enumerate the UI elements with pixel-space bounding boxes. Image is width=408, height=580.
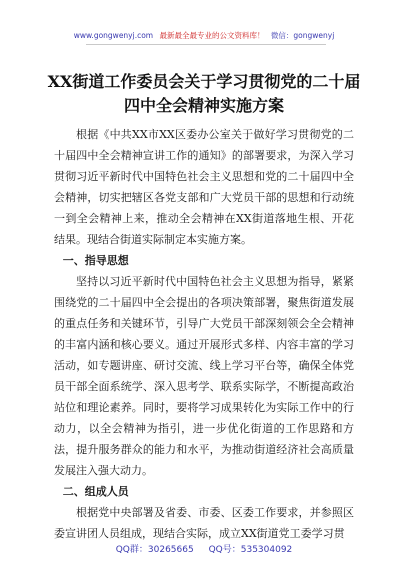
document-body (54, 124, 354, 544)
header-divider (86, 44, 326, 45)
document-title: XX街道工作委员会关于学习贯彻党的二十届四中全会精神实施方案 (47, 72, 361, 115)
intro-paragraph: 根据《中共XX市XX区委办公室关于做好学习贯彻党的二十届四中全会精神宣讲工作的通知》的部署要求，为深入学习贯彻习近平新时代中国特色社会主义思想和党的二十届四中全会精神，切实把辖区各党支部和广大党员干部的思想和行动统一到全会精神上来，推动全会精神在XX街道落地生根、开花结果。现结合街道实际制定本实施方案。 (54, 128, 354, 246)
document-header (0, 30, 408, 41)
section-heading-guiding-thought: 一、指导思想 (62, 254, 129, 267)
site-url[interactable]: www.gongwenyj.com (73, 31, 154, 40)
document-footer (0, 542, 408, 555)
qq-number: QQ号：535304092 (208, 545, 293, 555)
section-heading-members: 二、组成人员 (62, 485, 129, 498)
members-paragraph: 根据党中央部署及省委、市委、区委工作要求，并参照区委宣讲团人员组成，现结合实际，成立XX街道党工委学习贯 (54, 506, 354, 540)
site-slogan: 最新最全最专业的公文资料库！ (159, 31, 265, 40)
qq-group: QQ群：30265665 (115, 545, 194, 555)
wechat-id: 微信：gongwenyj (270, 31, 335, 40)
guiding-thought-paragraph: 坚持以习近平新时代中国特色社会主义思想为指导，紧紧围绕党的二十届四中全会提出的各项决策部署，聚焦街道发展的重点任务和关键环节，引导广大党员干部深刻领会全会精神的丰富内涵和核心要义。通过开展形式多样、内容丰富的学习活动，如专题讲座、研讨交流、线上学习平台等，确保全体党员干部全面系统学、深入思考学、联系实际学，不断提高政治站位和理论素养。同时，要将学习成果转化为实际工作中的行动力，以全会精神为指引，进一步优化街道的工作思路和方法，提升服务群众的能力和水平，为推动街道经济社会高质量发展注入强大动力。 (54, 275, 354, 477)
